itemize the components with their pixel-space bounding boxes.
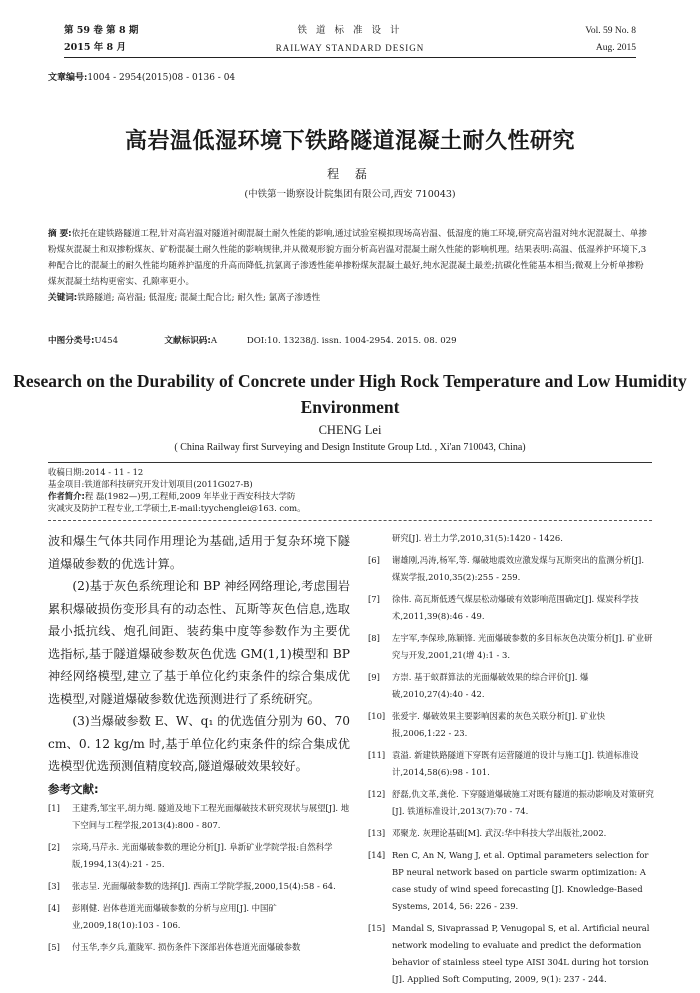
references-heading: 参考文献: — [48, 781, 99, 796]
reference-item: [13] 邓聚龙. 灰理论基础[M]. 武汉:华中科技大学出版社,2002. — [368, 828, 607, 838]
abstract — [48, 226, 652, 290]
author-bio-line-2: 灾减灾及防护工程专业,工学硕士,E-mail:tyychenglei@163. com。 — [48, 503, 306, 513]
fund-project: 基金项目:铁道部科技研究开发计划项目(2011G027-B) — [48, 479, 253, 489]
reference-item: [3] 张志呈. 光面爆破参数的选择[J]. 西南工学院学报,2000,15(4):58 - 64. — [48, 880, 336, 891]
divider — [48, 462, 652, 463]
journal-name-en: RAILWAY STANDARD DESIGN — [275, 43, 425, 53]
doc-code-label: 文献标识码: — [164, 336, 211, 346]
reference-item: [6] 谢雄刚,冯涛,杨军,等. 爆破地震效应激发煤与瓦斯突出的监测分析[J]. 煤炭学报,2010,35(2):255 - 259. — [368, 555, 644, 582]
reference-item: [5] 付玉华,李夕兵,董陇军. 损伤条件下深部岩体巷道光面爆破参数 — [48, 941, 301, 952]
title-en: Research on the Durability of Concrete under High Rock Temperature and Low Humidity Environment — [13, 371, 687, 417]
reference-item: [15] Mandal S, Sivaprassad P, Venugopal S, et al. Artificial neural network modeling to evaluate and predict the deformation behavior of stainless steel type AISI 304L during hot torsion [J]. Applied Soft Computing, 2009, 9(1): 237 - 244. — [368, 923, 650, 984]
dashed-divider — [48, 520, 652, 521]
reference-item: 研究[J]. 岩土力学,2010,31(5):1420 - 1426. — [392, 533, 563, 543]
reference-item: [12] 舒磊,仇文革,龚伦. 下穿隧道爆破施工对既有隧道的振动影响及对策研究[J]. 铁道标准设计,2013(7):70 - 74. — [368, 789, 654, 816]
body-paragraph-3: (3)当爆破参数 E、W、q₁ 的优选值分别为 60、70 cm、0. 12 kg/m 时,基于单位化约束条件的综合集成优选模型优选预测值精度较高,隧道爆破效果较好。 — [48, 714, 350, 773]
clc-label: 中图分类号: — [48, 336, 95, 346]
journal-name-zh: 铁 道 标 准 设 计 — [297, 25, 403, 36]
body-paragraph-1: 波和爆生气体共同作用理论为基础,适用于复杂环境下隧道爆破参数的优选计算。 — [48, 534, 350, 571]
affiliation-en: ( China Railway first Surveying and Design Institute Group Ltd. , Xi'an 710043, China) — [174, 442, 526, 453]
left-column — [48, 530, 350, 961]
volume-issue-zh: 第 59 卷 第 8 期 — [64, 25, 139, 36]
reference-item: [7] 徐伟. 高瓦斯低透气煤层松动爆破有效影响范围确定[J]. 煤炭科学技术,2011,39(8):46 - 49. — [368, 594, 639, 621]
title-zh: 高岩温低湿环境下铁路隧道混凝土耐久性研究 — [124, 128, 575, 154]
author-en: CHENG Lei — [318, 423, 382, 437]
author-bio-label: 作者简介: — [48, 491, 85, 501]
reference-item: [14] Ren C, An N, Wang J, et al. Optimal parameters selection for BP neural network based on particle swarm optimization: A case study of wind speed forecasting [J]. Knowledge-Based Systems, 2014, 56: 226 - 239. — [368, 850, 649, 911]
keywords-text: 铁路隧道; 高岩温; 低湿度; 混凝土配合比; 耐久性; 氯离子渗透性 — [77, 293, 321, 303]
keywords-label: 关键词: — [48, 293, 78, 303]
volume-issue-en: Vol. 59 No. 8 — [585, 26, 636, 36]
abstract-text: 依托在建铁路隧道工程,针对高岩温对隧道衬砌混凝土耐久性能的影响,通过试验室模拟现场高岩温、低湿度的施工环境,研究高岩温对纯水泥混凝土、单掺粉煤灰混凝土和双掺粉煤灰、矿粉混凝土耐久性能的影响规律,并从微观形貌方面分析高岩温对混凝土耐久性能的影响机理。结果表明:高温、低湿养护环境下,3 种配合比的混凝土的耐久性能均随养护温度的升高而降低,抗氯离子渗透性能单掺粉煤灰混凝土最好,纯水泥混凝土最差;抗碳化性能基本相当;微观上分析单掺粉煤灰混凝土结构更密实、孔隙率更小。 — [48, 229, 648, 287]
abstract-block — [48, 226, 652, 306]
reference-item: [11] 袁溢. 新建铁路隧道下穿既有运营隧道的设计与施工[J]. 铁道标准设计,2014,58(6):98 - 101. — [368, 750, 639, 777]
reference-list-right — [368, 530, 654, 993]
date-en: Aug. 2015 — [595, 43, 636, 53]
reference-item: [1] 王建秀,邹宝平,胡力绳. 隧道及地下工程光面爆破技术研究现状与展望[J]. 地下空间与工程学报,2013(4):800 - 807. — [48, 802, 350, 830]
article-number — [48, 70, 235, 83]
keywords — [48, 290, 652, 306]
abstract-label: 摘 要: — [48, 229, 72, 239]
body-paragraph-2: (2)基于灰色系统理论和 BP 神经网络理论,考虑围岩累积爆破损伤变形具有的动态性、瓦斯等灰色信息,选取最小抵抗线、炮孔间距、装药集中度等参数作为主要优选指标,基于隧道爆破参数灰色优选 GM(1,1)模型和 BP 神经网络模型,建立了基于单位化约束条件的综合集成优选模型,对隧道爆破参数优选预测进行了系统研究。 — [48, 579, 350, 706]
reference-item: [10] 张爱宇. 爆破效果主要影响因素的灰色关联分析[J]. 矿业快报,2006,1:22 - 23. — [368, 711, 606, 738]
author-bio-line-1: 程 磊(1982—)男,工程师,2009 年毕业于西安科技大学防 — [84, 491, 296, 501]
doi: DOI:10. 13238/j. issn. 1004-2954. 2015. 08. 029 — [246, 336, 457, 346]
received-date: 收稿日期:2014 - 11 - 12 — [48, 467, 144, 477]
clc-value: U454 — [94, 336, 119, 346]
reference-item: [9] 方崇. 基于蚁群算法的光面爆破效果的综合评价[J]. 爆破,2010,27(4):40 - 42. — [368, 672, 589, 699]
reference-item: [4] 彭刚健. 岩体巷道光面爆破参数的分析与应用[J]. 中国矿业,2009,18(10):103 - 106. — [48, 902, 277, 930]
classification-line — [48, 334, 652, 346]
doc-code-value: A — [210, 336, 218, 346]
article-number-value: 1004 - 2954(2015)08 - 0136 - 04 — [87, 73, 236, 83]
date-zh: 2015 年 8 月 — [64, 42, 126, 53]
article-meta — [48, 466, 658, 514]
affiliation-zh: (中铁第一勘察设计院集团有限公司,西安 710043) — [244, 189, 456, 200]
reference-list-left — [48, 800, 350, 956]
running-header — [64, 20, 636, 58]
author-zh: 程 磊 — [327, 167, 373, 181]
article-number-label: 文章编号: — [48, 73, 88, 83]
author-bio — [48, 490, 658, 502]
reference-item: [8] 左宇军,李保珍,陈颖锋. 光面爆破参数的多目标灰色决策分析[J]. 矿业研究与开发,2001,21(增 4):1 - 3. — [368, 633, 653, 660]
reference-item: [2] 宗琦,马芹永. 光面爆破参数的理论分析[J]. 阜新矿业学院学报:自然科学版,1994,13(4):21 - 25. — [48, 841, 333, 869]
